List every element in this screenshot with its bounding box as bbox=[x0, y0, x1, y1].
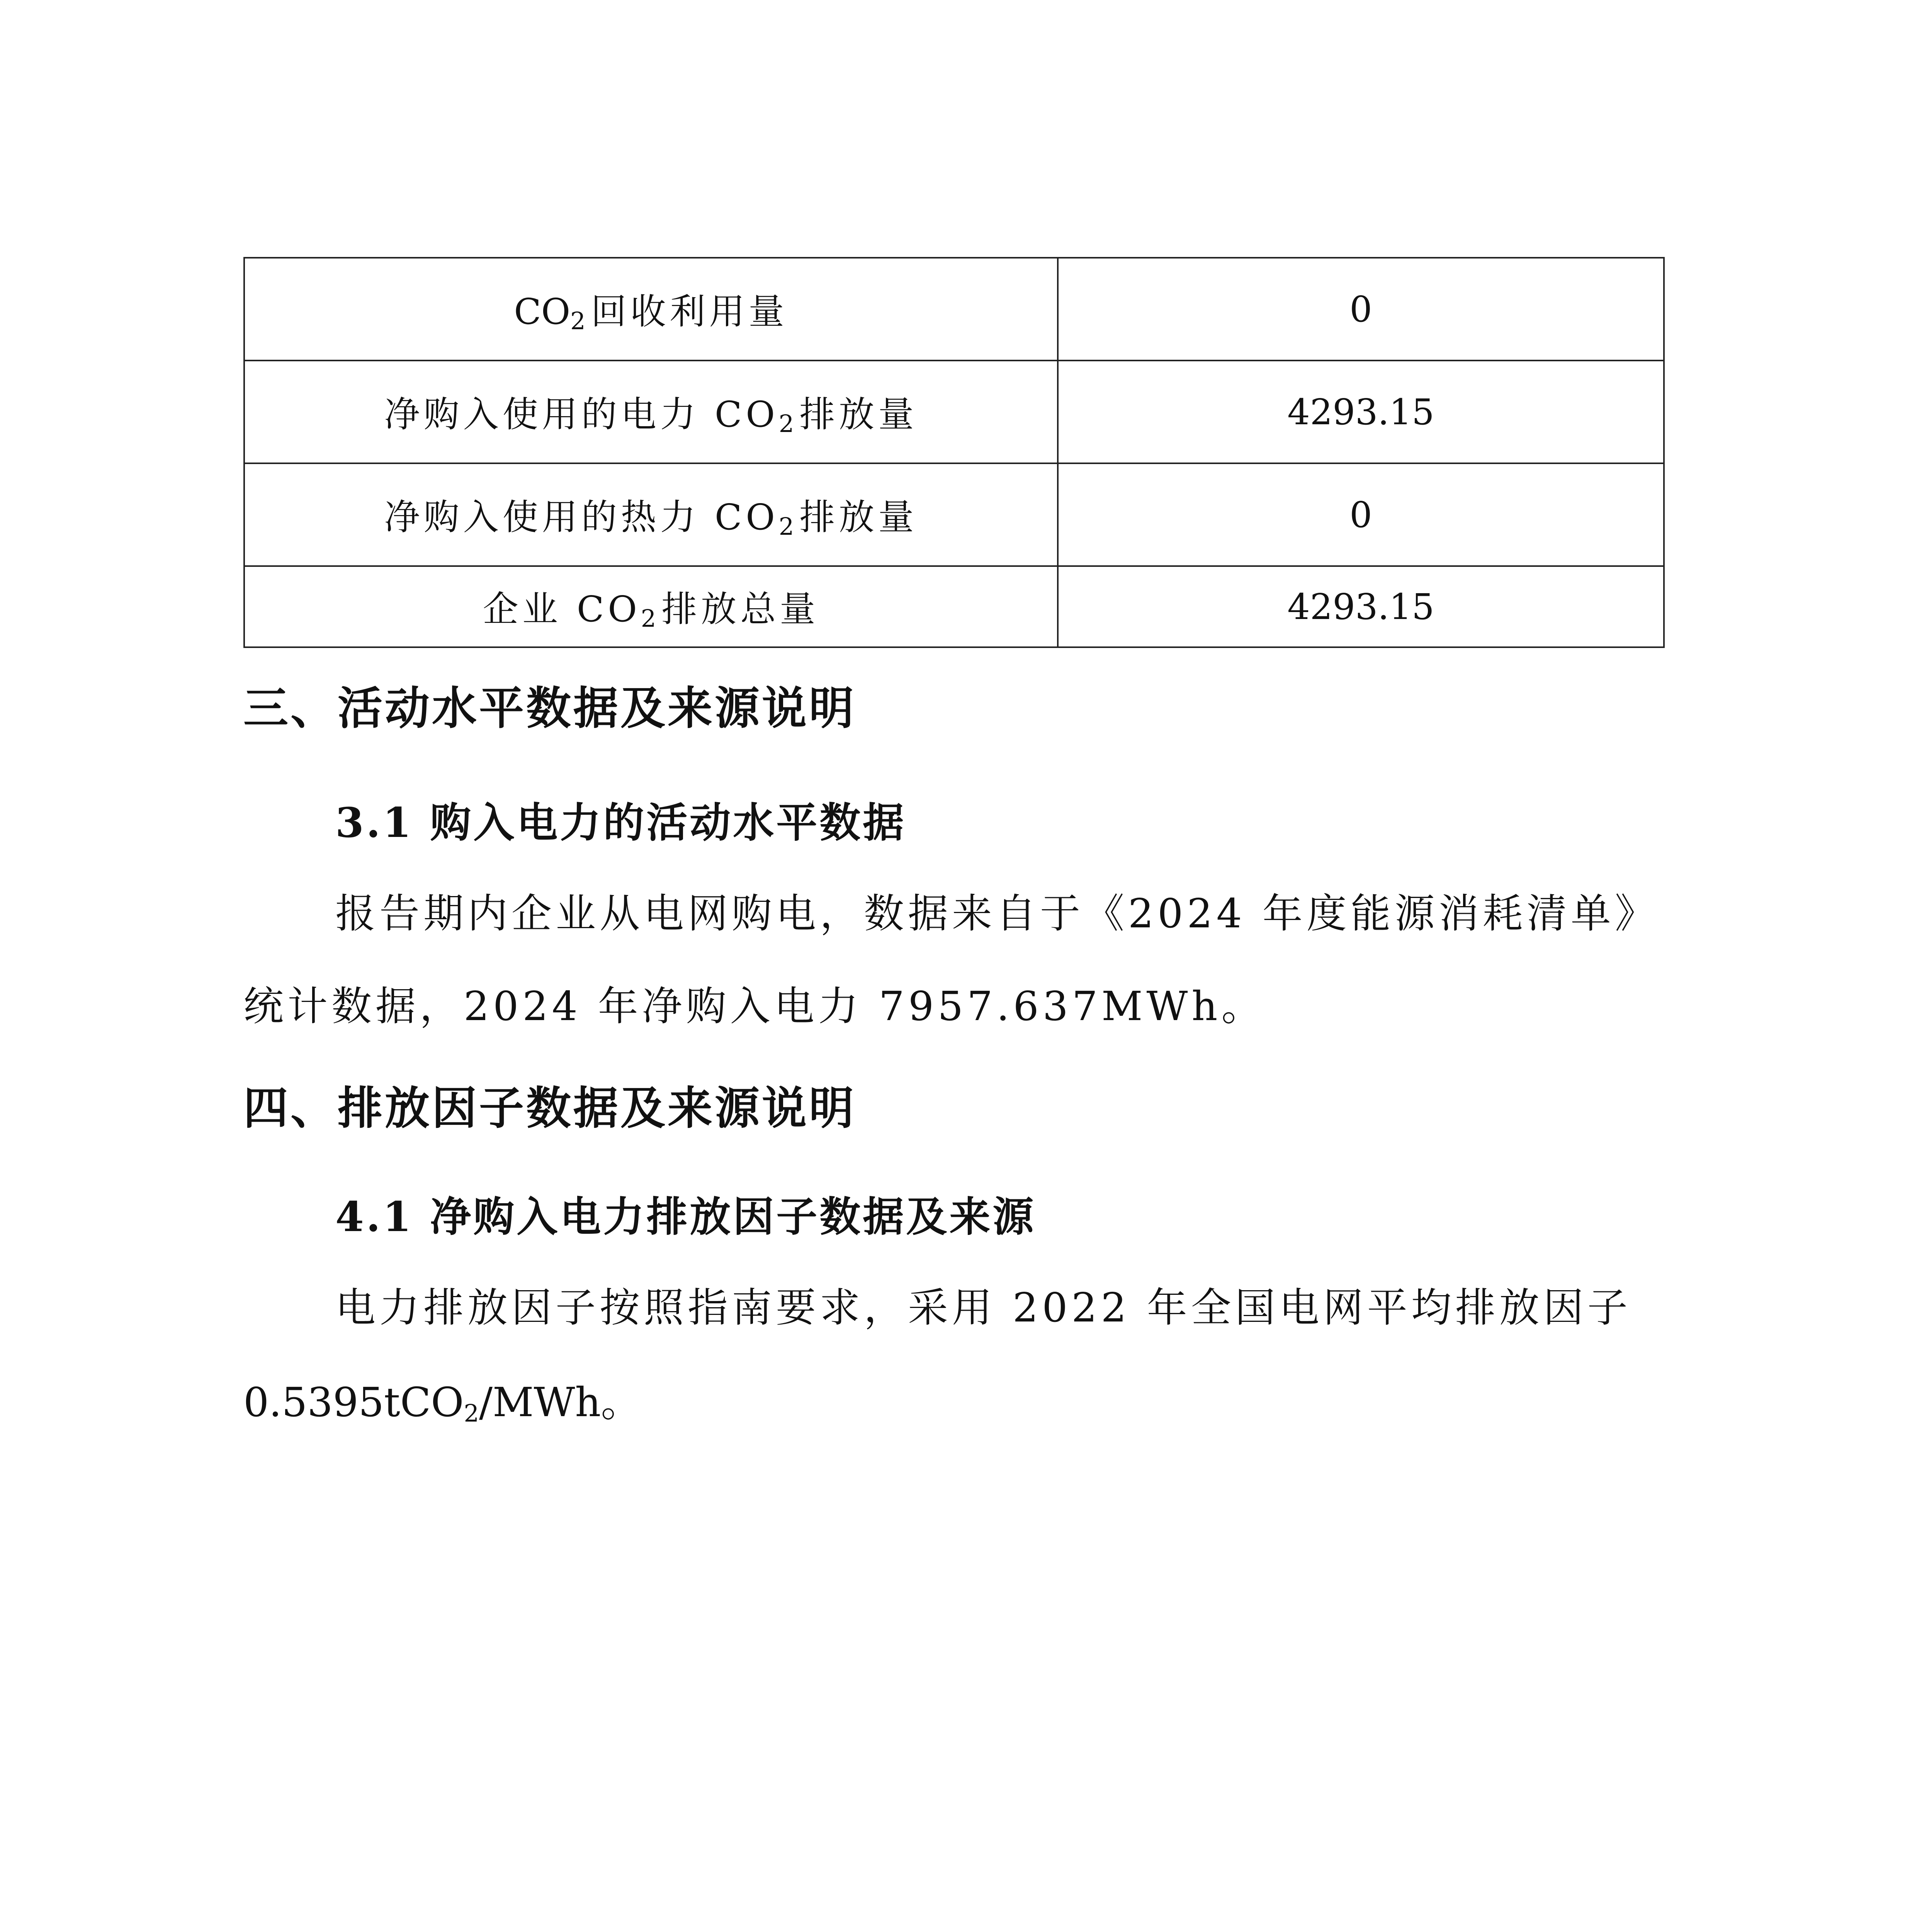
table-cell-value: 4293.15 bbox=[1058, 566, 1664, 647]
section-3-paragraph-line-2: 统计数据，2024 年净购入电力 7957.637MWh。 bbox=[243, 983, 1266, 1030]
table-row bbox=[244, 361, 1664, 463]
label-subscript: 2 bbox=[778, 410, 794, 438]
factor-unit: /MWh。 bbox=[479, 1379, 641, 1426]
label-suffix: 排放量 bbox=[799, 497, 918, 538]
section-4-paragraph-line-1: 电力排放因子按照指南要求，采用 2022 年全国电网平均排放因子 bbox=[335, 1284, 1631, 1331]
table-cell-label bbox=[244, 361, 1058, 463]
label-suffix: 排放总量 bbox=[661, 588, 819, 630]
label-suffix: 排放量 bbox=[799, 394, 918, 435]
factor-value: 0.5395tCO bbox=[243, 1379, 464, 1426]
label-subscript: 2 bbox=[778, 512, 794, 541]
table-cell-value: 0 bbox=[1058, 258, 1664, 361]
section-3-title: 三、活动水平数据及来源说明 bbox=[243, 682, 856, 735]
emissions-table bbox=[243, 257, 1665, 648]
label-prefix: 净购入使用的电力 CO bbox=[384, 394, 779, 435]
label-suffix: 回收利用量 bbox=[591, 291, 788, 332]
table-row bbox=[244, 566, 1664, 647]
label-subscript: 2 bbox=[641, 604, 656, 633]
section-3-paragraph-line-1: 报告期内企业从电网购电，数据来自于《2024 年度能源消耗清单》 bbox=[335, 890, 1659, 937]
section-3-1-title: 3.1 购入电力的活动水平数据 bbox=[335, 798, 906, 847]
table-cell-value: 4293.15 bbox=[1058, 361, 1664, 463]
label-subscript: 2 bbox=[570, 307, 586, 335]
section-4-1-title: 4.1 净购入电力排放因子数据及来源 bbox=[335, 1192, 1036, 1241]
section-4-paragraph-line-2 bbox=[243, 1370, 641, 1428]
table-cell-label bbox=[244, 258, 1058, 361]
label-prefix: 净购入使用的热力 CO bbox=[384, 497, 779, 538]
table-cell-value: 0 bbox=[1058, 463, 1664, 566]
table-cell-label bbox=[244, 566, 1058, 647]
table-row bbox=[244, 463, 1664, 566]
table-cell-label bbox=[244, 463, 1058, 566]
section-4-title: 四、排放因子数据及来源说明 bbox=[243, 1082, 856, 1134]
label-prefix: CO bbox=[514, 291, 571, 332]
table-row bbox=[244, 258, 1664, 361]
factor-subscript: 2 bbox=[464, 1399, 479, 1427]
label-prefix: 企业 CO bbox=[483, 588, 641, 630]
